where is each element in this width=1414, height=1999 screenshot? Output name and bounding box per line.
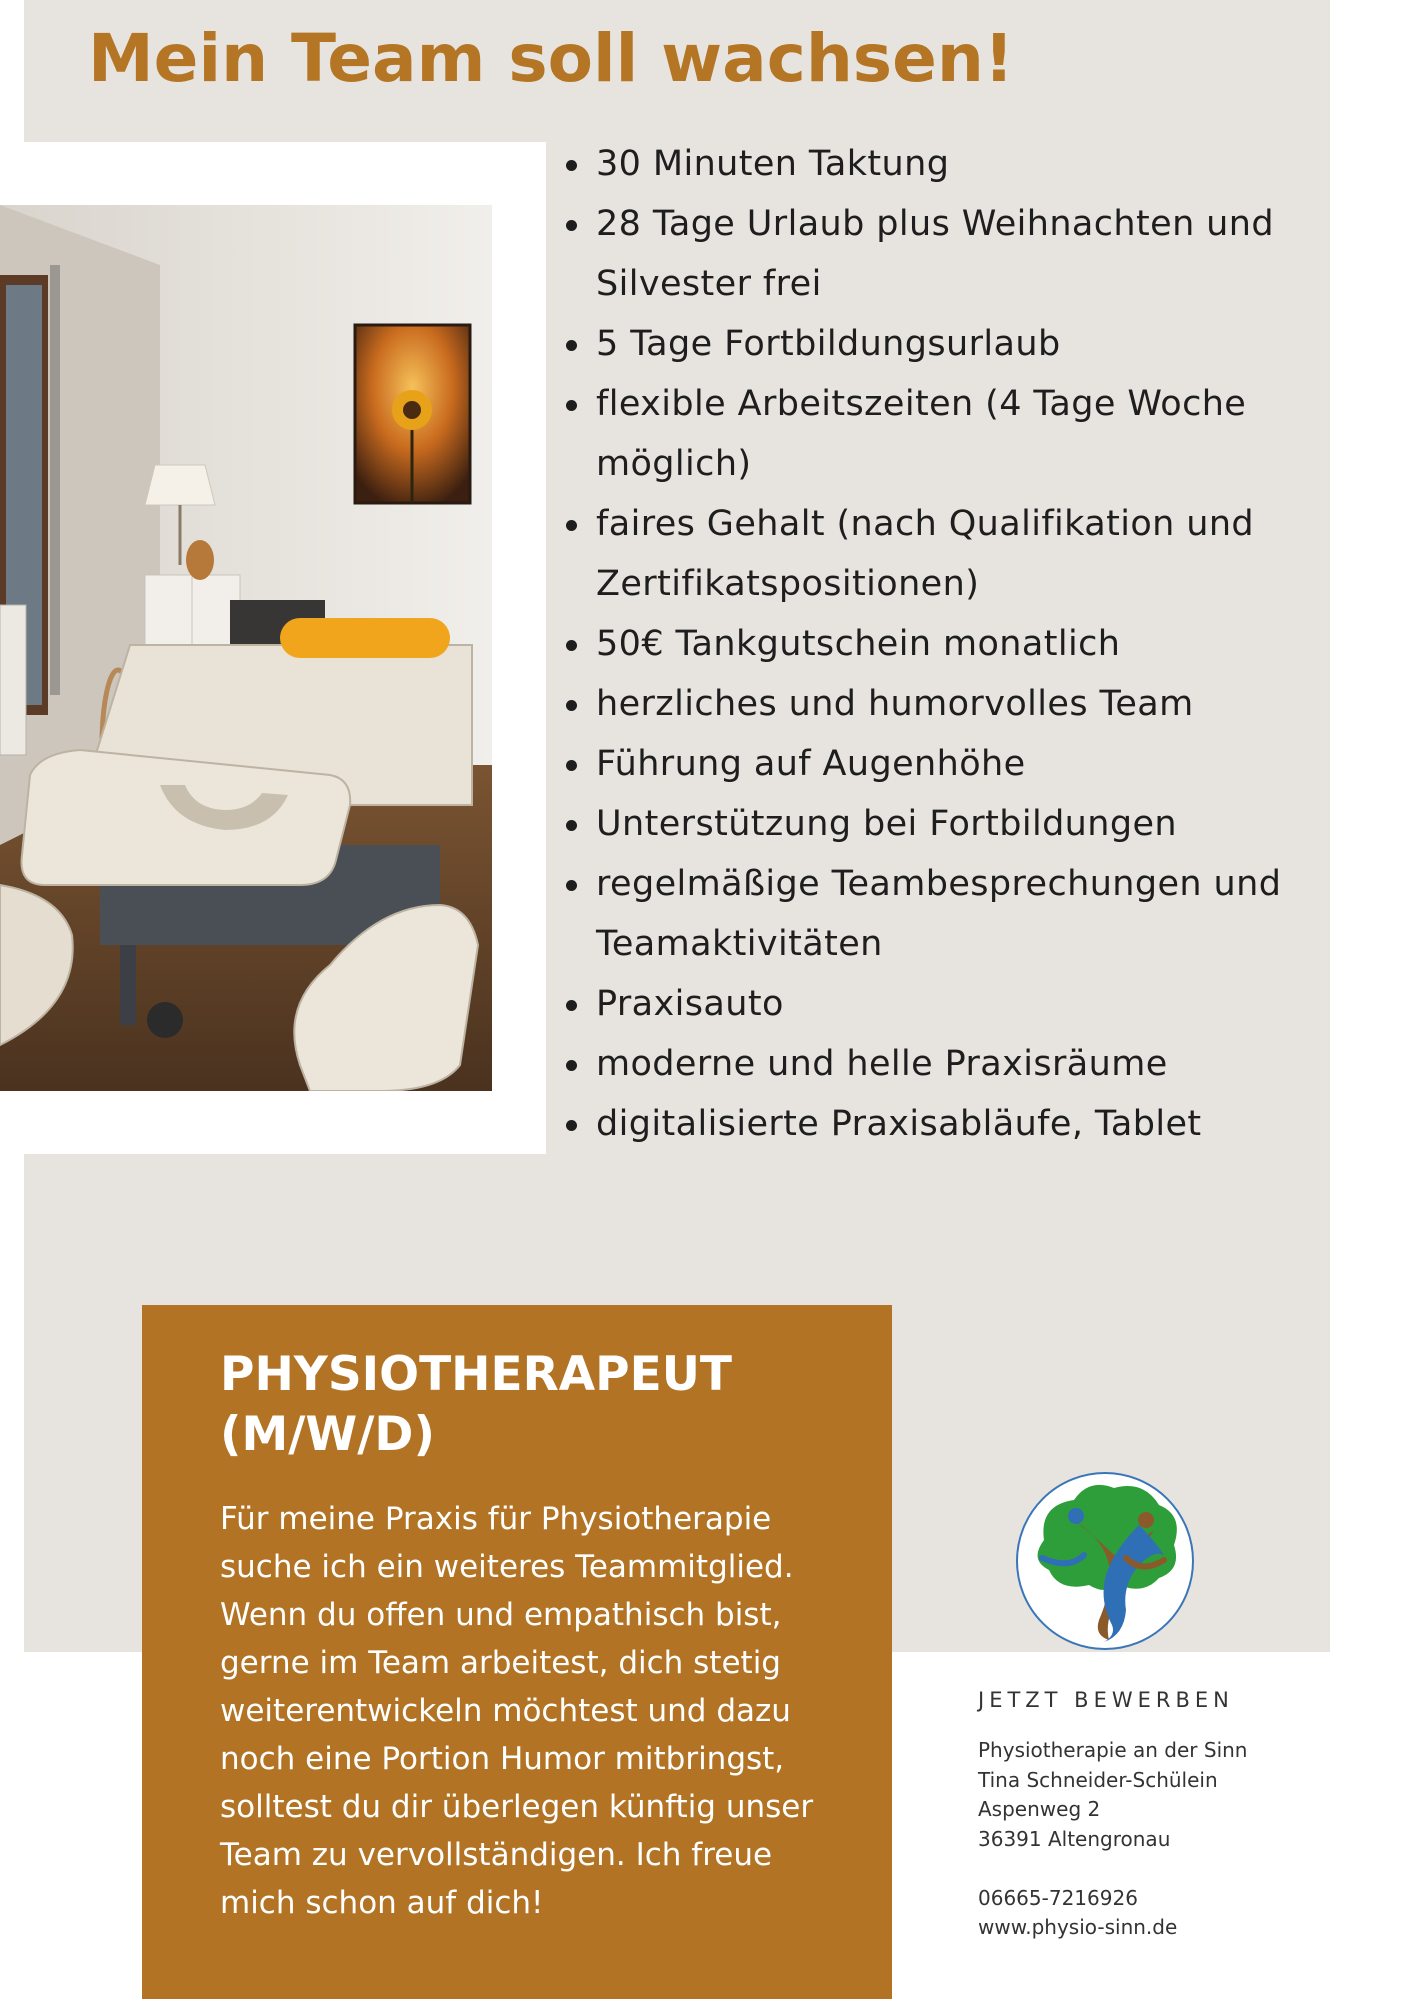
benefit-item: herzliches und humorvolles Team <box>562 674 1332 734</box>
benefit-item: Praxisauto <box>562 974 1332 1034</box>
benefit-item: faires Gehalt (nach Qualifikation und Zertifikatspositionen) <box>562 494 1332 614</box>
benefit-item: 50€ Tankgutschein monatlich <box>562 614 1332 674</box>
benefit-item: flexible Arbeitszeiten (4 Tage Woche möglich) <box>562 374 1332 494</box>
job-card <box>142 1305 892 1999</box>
spacer <box>978 1854 1247 1884</box>
contact-block <box>978 1736 1247 1943</box>
benefit-item: Unterstützung bei Fortbildungen <box>562 794 1332 854</box>
benefit-item: 5 Tage Fortbildungsurlaub <box>562 314 1332 374</box>
benefit-item: digitalisierte Praxisabläufe, Tablet <box>562 1094 1332 1154</box>
benefit-item: 28 Tage Urlaub plus Weihnachten und Silvester frei <box>562 194 1332 314</box>
website-link[interactable]: www.physio-sinn.de <box>978 1915 1178 1939</box>
job-description: Für meine Praxis für Physiotherapie suche ich ein weiteres Teammitglied. Wenn du offen und empathisch bist, gerne im Team arbeitest, dich stetig weiterentwickeln möchtest und dazu noch eine Portion Humor mitbringst, solltest du dir überlegen künftig unser Team zu vervollständigen. Ich freue mich schon auf dich! <box>220 1501 814 1921</box>
job-title: PHYSIOTHERAPEUT (M/W/D) <box>220 1347 732 1462</box>
city-address: 36391 Altengronau <box>978 1826 1171 1851</box>
benefits-list <box>562 134 1332 1154</box>
apply-heading: JETZT BEWERBEN <box>978 1688 1234 1712</box>
benefit-item: regelmäßige Teambesprechungen und Teamaktivitäten <box>562 854 1332 974</box>
tree-logo-icon <box>1014 1470 1196 1652</box>
contact-person: Tina Schneider-Schülein <box>978 1767 1218 1792</box>
benefit-item: 30 Minuten Taktung <box>562 134 1332 194</box>
benefit-item: Führung auf Augenhöhe <box>562 734 1332 794</box>
benefit-item: moderne und helle Praxisräume <box>562 1034 1332 1094</box>
practice-name: Physiotherapie an der Sinn <box>978 1738 1248 1762</box>
treatment-room-photo <box>0 205 492 1091</box>
street-address: Aspenweg 2 <box>978 1797 1101 1821</box>
phone-number: 06665-7216926 <box>978 1885 1138 1910</box>
page-title: Mein Team soll wachsen! <box>88 20 1014 97</box>
